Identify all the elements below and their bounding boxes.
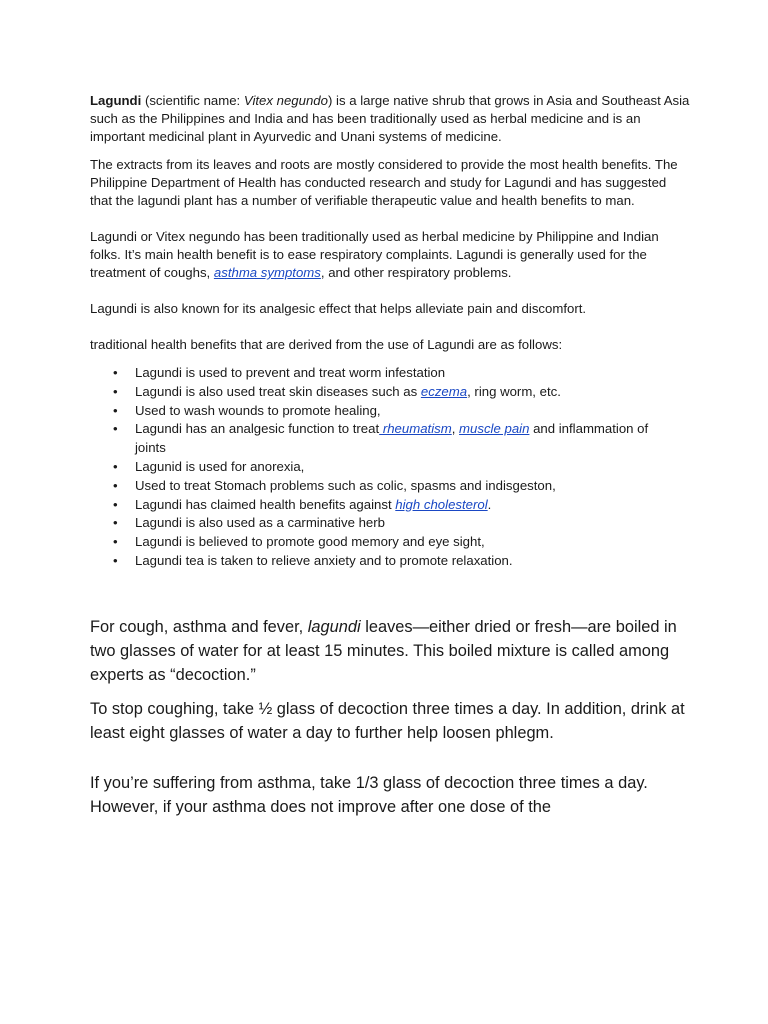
intro-pre-sci: (scientific name: <box>141 93 244 108</box>
benefit-text: Lagundi has claimed health benefits against <box>135 496 396 512</box>
high-cholesterol-link[interactable]: high cholesterol <box>395 496 488 512</box>
benefit-text: and inflammation of joints <box>135 421 649 456</box>
benefit-text: Lagunid is used for anorexia, <box>135 458 305 474</box>
list-item <box>90 364 655 383</box>
benefit-text: Lagundi has an analgesic function to treat <box>135 421 380 437</box>
asthma-paragraph: If you’re suffering from asthma, take 1/3 glass of decoction three times a day. However, if your asthma does not improve after one dose of the <box>90 773 648 816</box>
traditional-benefits-intro: traditional health benefits that are derived from the use of Lagundi are as follows: <box>90 337 563 352</box>
bullet-icon: • <box>113 552 118 568</box>
asthma-symptoms-link[interactable]: asthma symptoms <box>213 265 321 280</box>
list-item <box>90 458 655 477</box>
folk-paragraph <box>90 228 690 282</box>
benefit-text: , <box>451 421 460 437</box>
benefit-text: Lagundi is believed to promote good memory and eye sight, <box>135 534 485 550</box>
benefit-text: Lagundi is also used as a carminative herb <box>135 515 385 531</box>
benefit-text: Lagundi is used to prevent and treat worm infestation <box>135 365 446 380</box>
lagundi-italic: lagundi <box>307 617 361 636</box>
bullet-icon: • <box>113 458 118 474</box>
bullet-icon: • <box>113 421 118 437</box>
folk-text-after: , and other respiratory problems. <box>320 265 512 280</box>
bullet-icon: • <box>113 477 118 493</box>
bullet-icon: • <box>113 515 118 531</box>
list-item <box>90 496 655 515</box>
list-item <box>90 383 655 402</box>
benefit-text: , ring worm, etc. <box>467 383 561 399</box>
muscle-pain-link[interactable]: muscle pain <box>459 421 530 437</box>
bullet-icon: • <box>113 534 118 550</box>
benefits-list <box>90 364 690 571</box>
bullet-icon: • <box>113 383 118 399</box>
extracts-paragraph: The extracts from its leaves and roots are mostly considered to provide the most health benefits. The Philippine Department of Health has conducted research and study for Lagundi and has suggested that the lagundi plant has a number of verifiable therapeutic value and health benefits to man. <box>90 157 678 208</box>
bullet-icon: • <box>113 496 118 512</box>
stop-coughing-paragraph: To stop coughing, take ½ glass of decoction three times a day. In addition, drink at least eight glasses of water a day to further help loosen phlegm. <box>90 699 685 742</box>
intro-post-sci: ) is a large native shrub that grows in Asia and Southeast Asia such as the Philippines and India and has been traditionally used as herbal medicine and is an important medicinal plant in Ayurvedic and Unani systems of medicine. <box>90 93 690 144</box>
benefit-text: Lagundi tea is taken to relieve anxiety and to promote relaxation. <box>135 552 513 568</box>
bullet-icon: • <box>113 365 118 380</box>
bullet-icon: • <box>113 402 118 418</box>
benefit-text: . <box>487 496 492 512</box>
list-item <box>90 533 655 552</box>
list-item <box>90 420 655 458</box>
list-item <box>90 514 655 533</box>
cough-text-pre: For cough, asthma and fever, <box>90 617 308 636</box>
intro-paragraph <box>90 92 690 146</box>
document-page <box>90 92 690 819</box>
list-item <box>90 552 655 571</box>
term-lagundi: Lagundi <box>90 93 142 108</box>
list-item <box>90 402 655 421</box>
eczema-link[interactable]: eczema <box>420 383 468 399</box>
analgesic-paragraph: Lagundi is also known for its analgesic effect that helps alleviate pain and discomfort. <box>90 301 587 316</box>
benefit-text: Used to wash wounds to promote healing, <box>135 402 381 418</box>
cough-paragraph <box>90 615 690 687</box>
scientific-name: Vitex negundo <box>243 93 328 108</box>
list-item <box>90 477 655 496</box>
rheumatism-link[interactable]: rheumatism <box>379 421 452 437</box>
benefit-text: Used to treat Stomach problems such as colic, spasms and indisgeston, <box>135 477 556 493</box>
folk-text-before: Lagundi or Vitex negundo has been traditionally used as herbal medicine by Philippine and Indian folks. It’s main health benefit is to ease respiratory complaints. Lagundi is generally used for the treatment of coughs, <box>90 229 659 280</box>
cough-text-post: leaves—either dried or fresh—are boiled in two glasses of water for at least 15 minutes. This boiled mixture is called among experts as “decoction.” <box>90 617 677 684</box>
benefit-text: Lagundi is also used treat skin diseases such as <box>135 383 421 399</box>
